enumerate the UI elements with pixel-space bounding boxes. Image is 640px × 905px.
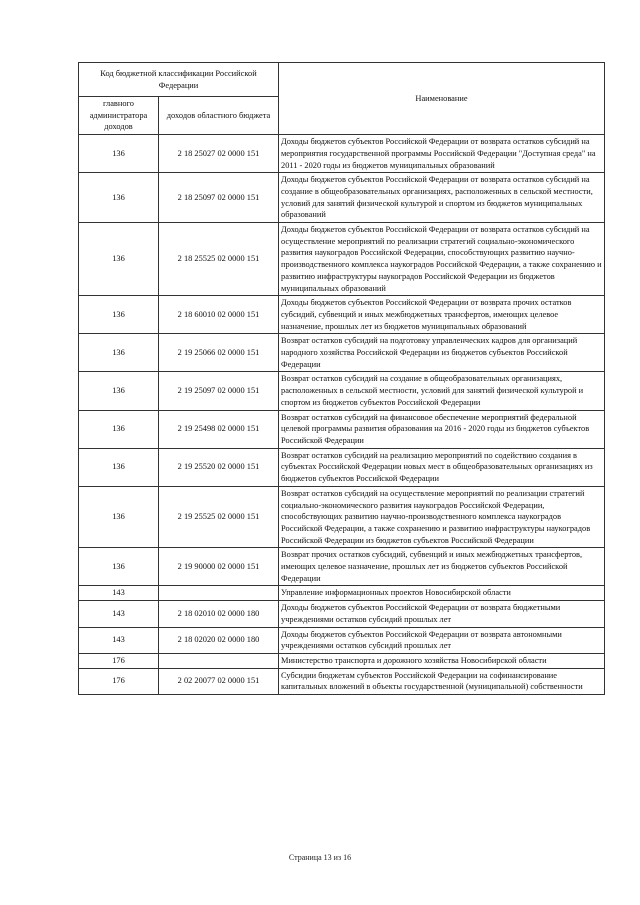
name-cell: Доходы бюджетов субъектов Российской Федерации от возврата остатков субсидий на мероприятия государственной программы Российской Федерации "Доступная среда" на 2011 - 2020 годы из бюджетов муниципальных образований — [279, 135, 605, 173]
table-row — [79, 448, 605, 486]
name-cell: Возврат остатков субсидий на осуществление мероприятий по реализации стратегий социально-экономического развития наукоградов Российской Федерации, способствующих развитию научно-производственного комплекса наукоградов Российской Федерации, а также сохранению и развитию инфраструктуры наукоградов Российской Федерации из бюджетов субъектов Российской Федерации — [279, 486, 605, 548]
income-code-cell: 2 18 02020 02 0000 180 — [159, 627, 279, 653]
name-cell: Доходы бюджетов субъектов Российской Федерации от возврата автономными учреждениями остатков субсидий прошлых лет — [279, 627, 605, 653]
table-row — [79, 410, 605, 448]
admin-code-cell: 176 — [79, 668, 159, 694]
table-row — [79, 296, 605, 334]
admin-code-cell: 143 — [79, 586, 159, 601]
table-row — [79, 627, 605, 653]
income-code-cell: 2 19 90000 02 0000 151 — [159, 548, 279, 586]
name-cell: Доходы бюджетов субъектов Российской Федерации от возврата прочих остатков субсидий, субвенций и иных межбюджетных трансфертов, имеющих целевое назначение, прошлых лет из бюджетов муниципальных образований — [279, 296, 605, 334]
name-cell: Субсидии бюджетам субъектов Российской Федерации на софинансирование капитальных вложений в объекты государственной (муниципальной) собственности — [279, 668, 605, 694]
table-header-row — [79, 63, 605, 97]
admin-code-cell: 136 — [79, 296, 159, 334]
income-code-cell — [159, 653, 279, 668]
name-cell: Возврат остатков субсидий на реализацию мероприятий по содействию создания в субъектах Российской Федерации новых мест в общеобразовательных организациях из бюджетов субъектов Российской Федерации — [279, 448, 605, 486]
table-body — [79, 135, 605, 695]
header-name-column: Наименование — [279, 63, 605, 135]
admin-code-cell: 136 — [79, 223, 159, 296]
income-code-cell: 2 19 25525 02 0000 151 — [159, 486, 279, 548]
admin-code-cell: 143 — [79, 601, 159, 627]
table-row — [79, 334, 605, 372]
income-code-cell: 2 18 60010 02 0000 151 — [159, 296, 279, 334]
income-code-cell: 2 19 25520 02 0000 151 — [159, 448, 279, 486]
table-row — [79, 548, 605, 586]
income-code-cell: 2 18 25027 02 0000 151 — [159, 135, 279, 173]
income-code-cell: 2 18 25525 02 0000 151 — [159, 223, 279, 296]
income-code-cell — [159, 586, 279, 601]
income-code-cell: 2 18 02010 02 0000 180 — [159, 601, 279, 627]
admin-code-cell: 136 — [79, 173, 159, 223]
admin-code-cell: 136 — [79, 334, 159, 372]
name-cell: Возврат остатков субсидий на финансовое обеспечение мероприятий федеральной целевой программы развития образования на 2016 - 2020 годы из бюджетов субъектов Российской Федерации — [279, 410, 605, 448]
admin-code-cell: 136 — [79, 410, 159, 448]
admin-code-cell: 136 — [79, 372, 159, 410]
income-code-cell: 2 19 25498 02 0000 151 — [159, 410, 279, 448]
name-cell: Доходы бюджетов субъектов Российской Федерации от возврата остатков субсидий на осуществление мероприятий по реализации стратегий социально-экономического развития наукоградов Российской Федерации, способствующих развитию научно-производственного комплекса наукоградов Российской Федерации, а также сохранению и развитию инфраструктуры наукоградов Российской Федерации из бюджетов муниципальных образований — [279, 223, 605, 296]
header-budget-classification-group: Код бюджетной классификации Российской Федерации — [79, 63, 279, 97]
table-row — [79, 173, 605, 223]
admin-code-cell: 136 — [79, 448, 159, 486]
table-row — [79, 223, 605, 296]
name-cell: Доходы бюджетов субъектов Российской Федерации от возврата остатков субсидий на создание в общеобразовательных организациях, расположенных в сельской местности, условий для занятий физической культурой и спортом из бюджетов муниципальных образований — [279, 173, 605, 223]
name-cell: Управление информационных проектов Новосибирской области — [279, 586, 605, 601]
income-code-cell: 2 19 25066 02 0000 151 — [159, 334, 279, 372]
table-row — [79, 601, 605, 627]
budget-classification-table — [78, 62, 605, 695]
table-row — [79, 486, 605, 548]
income-code-cell: 2 18 25097 02 0000 151 — [159, 173, 279, 223]
table-row — [79, 668, 605, 694]
name-cell: Доходы бюджетов субъектов Российской Федерации от возврата бюджетными учреждениями остатков субсидий прошлых лет — [279, 601, 605, 627]
table-row — [79, 135, 605, 173]
admin-code-cell: 136 — [79, 486, 159, 548]
admin-code-cell: 136 — [79, 135, 159, 173]
admin-code-cell: 143 — [79, 627, 159, 653]
name-cell: Министерство транспорта и дорожного хозяйства Новосибирской области — [279, 653, 605, 668]
header-income-column: доходов областного бюджета — [159, 97, 279, 135]
name-cell: Возврат остатков субсидий на создание в общеобразовательных организациях, расположенных в сельской местности, условий для занятий физической культурой и спортом из бюджетов субъектов Российской Федерации — [279, 372, 605, 410]
table-row — [79, 372, 605, 410]
header-admin-column: главного администратора доходов — [79, 97, 159, 135]
section-header-row — [79, 586, 605, 601]
name-cell: Возврат прочих остатков субсидий, субвенций и иных межбюджетных трансфертов, имеющих целевое назначение, прошлых лет из бюджетов субъектов Российской Федерации — [279, 548, 605, 586]
page-number: Страница 13 из 16 — [288, 853, 352, 862]
income-code-cell: 2 02 20077 02 0000 151 — [159, 668, 279, 694]
section-header-row — [79, 653, 605, 668]
admin-code-cell: 136 — [79, 548, 159, 586]
admin-code-cell: 176 — [79, 653, 159, 668]
name-cell: Возврат остатков субсидий на подготовку управленческих кадров для организаций народного хозяйства Российской Федерации из бюджетов субъектов Российской Федерации — [279, 334, 605, 372]
income-code-cell: 2 19 25097 02 0000 151 — [159, 372, 279, 410]
